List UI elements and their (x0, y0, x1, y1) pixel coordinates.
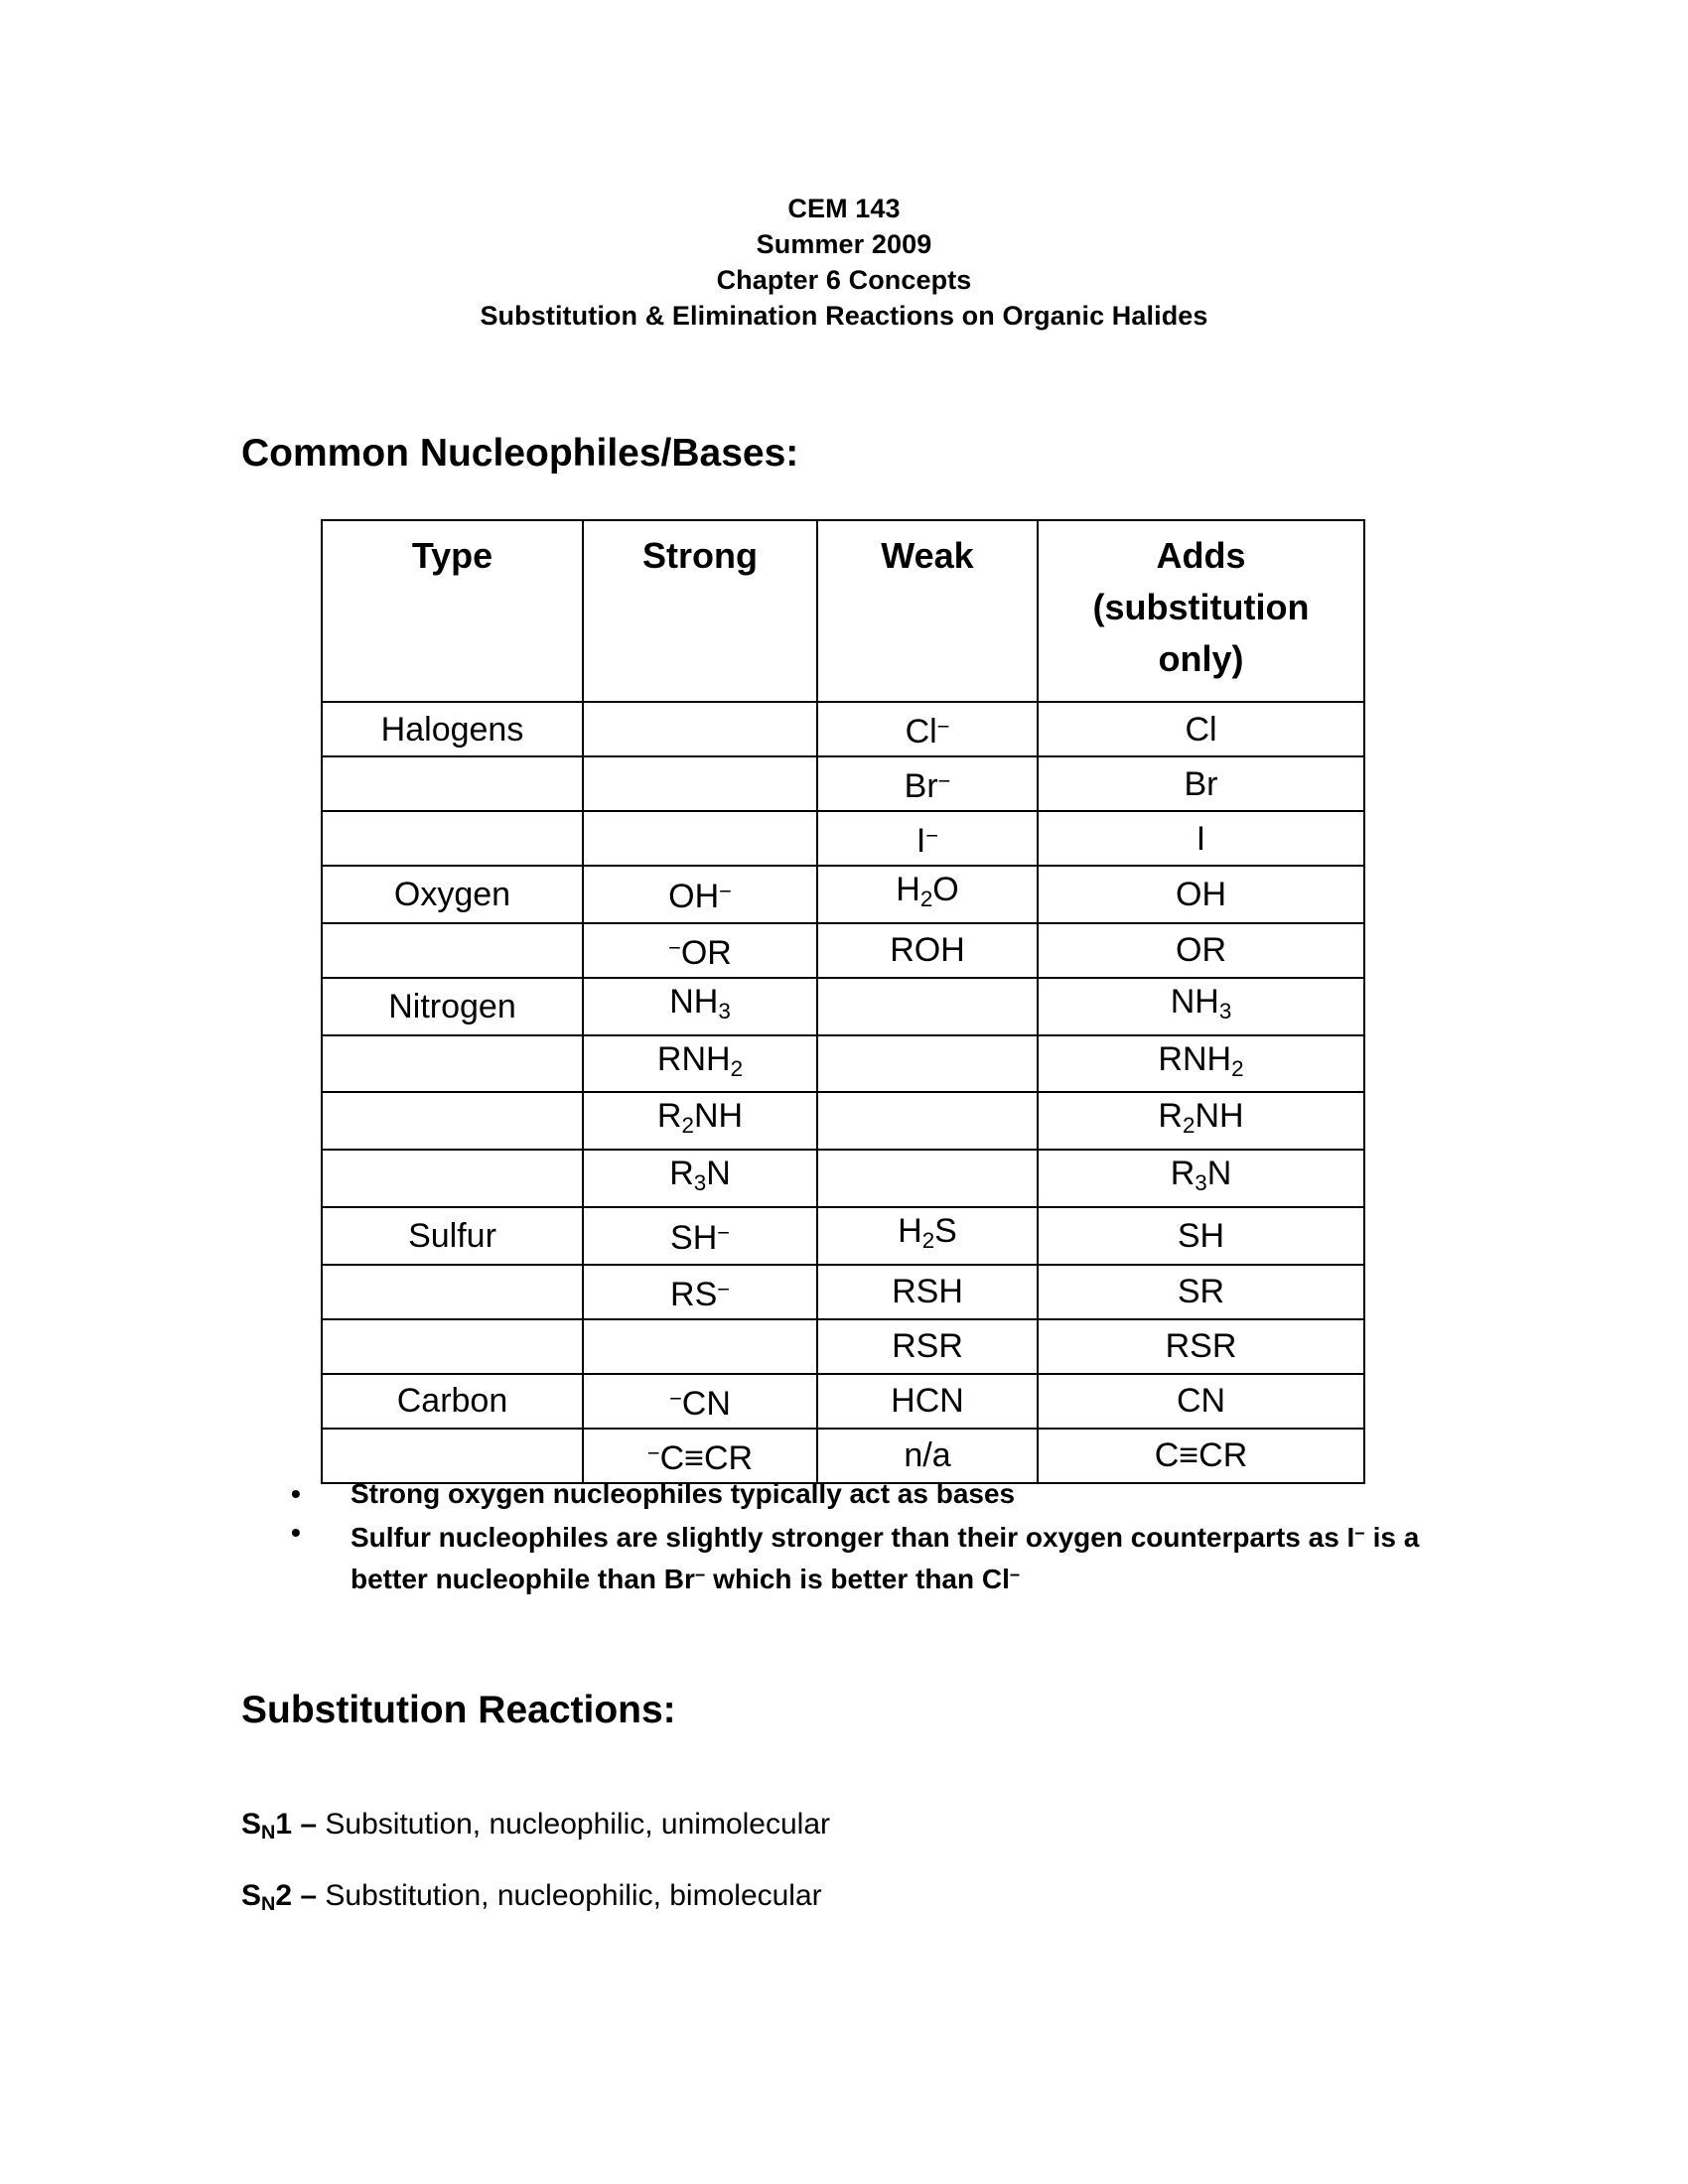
sn1-label-sub: N (261, 1822, 276, 1844)
cell-strong: $R_3N$ (583, 1150, 817, 1207)
sn1-label-num: 1 – (275, 1808, 318, 1841)
sn1-label (241, 1808, 318, 1844)
cell-type: Nitrogen (322, 978, 583, 1035)
notes-bullet-list (283, 1475, 1435, 1599)
cell-adds: $R_3N$ (1038, 1150, 1364, 1207)
cell-strong: SH− (583, 1207, 817, 1265)
cell-weak: ROH (817, 923, 1038, 978)
cell-weak: HCN (817, 1374, 1038, 1429)
cell-strong: −CN (583, 1374, 817, 1429)
cell-weak (817, 1150, 1038, 1207)
cell-strong (583, 811, 817, 866)
column-header-weak: Weak (817, 520, 1038, 702)
table-row (322, 1092, 1364, 1150)
cell-type (322, 756, 583, 811)
column-header-adds (1038, 520, 1364, 702)
cell-strong (583, 1319, 817, 1374)
cell-strong: RS− (583, 1265, 817, 1319)
table-row (322, 866, 1364, 923)
cell-weak: $H_2S$ (817, 1207, 1038, 1265)
cell-adds: SR (1038, 1265, 1364, 1319)
cell-type (322, 1150, 583, 1207)
cell-adds: Br (1038, 756, 1364, 811)
cell-strong: −C≡CR (583, 1429, 817, 1483)
cell-adds: $RNH_2$ (1038, 1035, 1364, 1093)
section-heading-substitution: Substitution Reactions: (241, 1689, 676, 1731)
cell-adds: Cl (1038, 702, 1364, 756)
sn1-description: Subsitution, nucleophilic, unimolecular (325, 1808, 830, 1841)
cell-type (322, 811, 583, 866)
header-term: Summer 2009 (756, 229, 932, 259)
sn2-definition (241, 1876, 822, 1924)
cell-type (322, 923, 583, 978)
table-body (322, 702, 1364, 1483)
column-header-adds-line1: Adds (1156, 535, 1246, 576)
cell-type: Oxygen (322, 866, 583, 923)
sn1-definition (241, 1805, 830, 1852)
table-row (322, 1319, 1364, 1374)
table-row (322, 1207, 1364, 1265)
bullet-text: Sulfur nucleophiles are slightly stronger than their oxygen counterparts as I− is a better nucleophile than Br− which is better than Cl− (351, 1521, 1420, 1595)
sn1-label-base: S (241, 1808, 262, 1841)
table-row (322, 1374, 1364, 1429)
bullet-text: Strong oxygen nucleophiles typically act as bases (351, 1478, 1016, 1509)
sn2-label-base: S (241, 1879, 262, 1912)
cell-weak: RSH (817, 1265, 1038, 1319)
cell-type (322, 1035, 583, 1093)
bullet-item (283, 1514, 1435, 1598)
cell-adds: OR (1038, 923, 1364, 978)
table-row (322, 923, 1364, 978)
bullet-marker-icon: • (291, 1517, 301, 1548)
cell-weak (817, 1092, 1038, 1150)
cell-type: Carbon (322, 1374, 583, 1429)
nucleophiles-table (321, 519, 1365, 1484)
cell-weak (817, 978, 1038, 1035)
column-header-type: Type (322, 520, 583, 702)
cell-type (322, 1092, 583, 1150)
cell-type (322, 1319, 583, 1374)
cell-weak: RSR (817, 1319, 1038, 1374)
cell-weak (817, 1035, 1038, 1093)
cell-type: Halogens (322, 702, 583, 756)
cell-type (322, 1265, 583, 1319)
cell-strong (583, 702, 817, 756)
table-row (322, 1150, 1364, 1207)
column-header-adds-line2: (substitution (1092, 587, 1310, 627)
cell-adds: I (1038, 811, 1364, 866)
table-row (322, 756, 1364, 811)
cell-adds: CN (1038, 1374, 1364, 1429)
cell-strong (583, 756, 817, 811)
table-row (322, 978, 1364, 1035)
sn2-description: Substitution, nucleophilic, bimolecular (325, 1879, 822, 1912)
cell-strong: $NH_3$ (583, 978, 817, 1035)
cell-adds: OH (1038, 866, 1364, 923)
table-header-row (322, 520, 1364, 702)
bullet-item (283, 1475, 1435, 1513)
cell-adds: $NH_3$ (1038, 978, 1364, 1035)
cell-adds: $R_2NH$ (1038, 1092, 1364, 1150)
cell-weak: $H_2O$ (817, 866, 1038, 923)
column-header-strong: Strong (583, 520, 817, 702)
header-course-code: CEM 143 (787, 194, 901, 223)
cell-strong: −OR (583, 923, 817, 978)
cell-type: Sulfur (322, 1207, 583, 1265)
bullet-marker-icon: • (291, 1478, 301, 1509)
cell-strong: $R_2NH$ (583, 1092, 817, 1150)
sn2-label-sub: N (261, 1893, 276, 1916)
cell-weak: Cl− (817, 702, 1038, 756)
cell-adds: C≡CR (1038, 1429, 1364, 1483)
header-chapter: Chapter 6 Concepts (716, 265, 972, 295)
section-heading-nucleophiles: Common Nucleophiles/Bases: (241, 432, 799, 475)
table-row (322, 811, 1364, 866)
cell-weak: I− (817, 811, 1038, 866)
cell-adds: RSR (1038, 1319, 1364, 1374)
table-row (322, 1265, 1364, 1319)
sn2-label-num: 2 – (275, 1879, 318, 1912)
cell-adds: SH (1038, 1207, 1364, 1265)
cell-weak: n/a (817, 1429, 1038, 1483)
header-topic: Substitution & Elimination Reactions on Organic Halides (480, 301, 1208, 331)
cell-strong: OH− (583, 866, 817, 923)
sn2-label (241, 1879, 318, 1916)
cell-strong: $RNH_2$ (583, 1035, 817, 1093)
table-row (322, 1035, 1364, 1093)
table-row (322, 702, 1364, 756)
document-header (0, 191, 1688, 334)
column-header-adds-line3: only) (1158, 638, 1244, 679)
cell-weak: Br− (817, 756, 1038, 811)
